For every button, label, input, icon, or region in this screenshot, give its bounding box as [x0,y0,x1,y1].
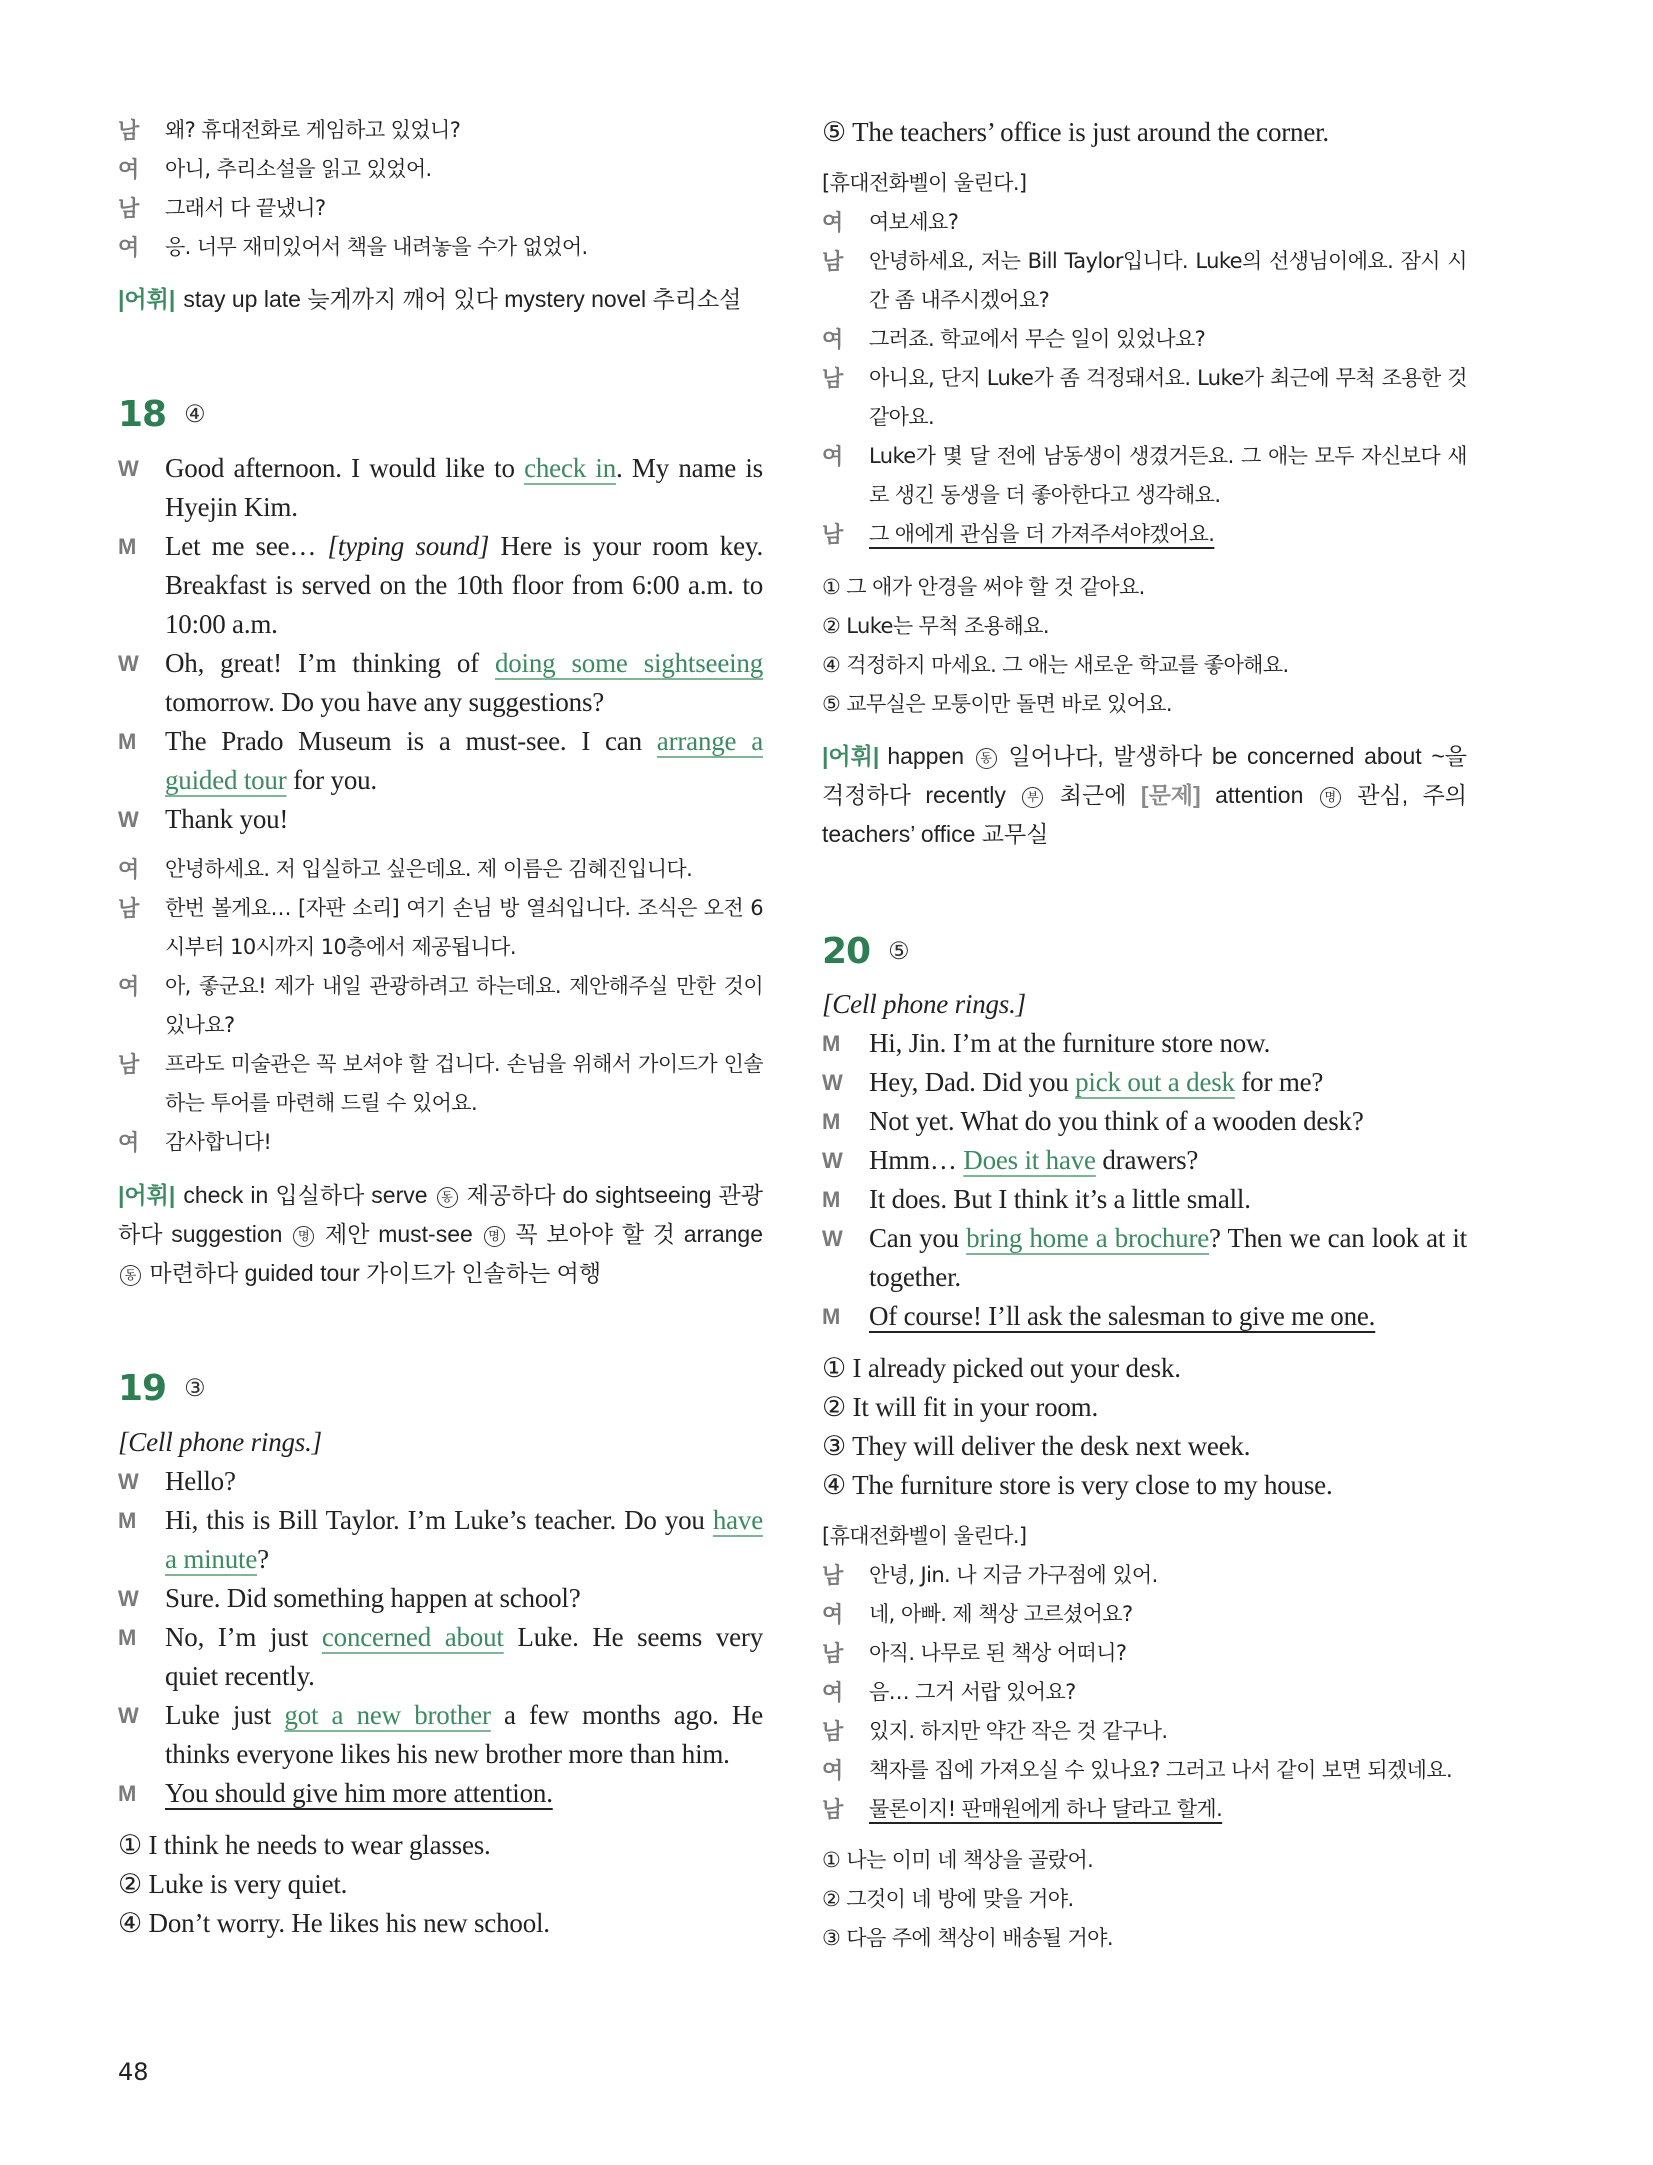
text-run: 그러죠. 학교에서 무슨 일이 있었나요? [869,327,1206,351]
text-run: 네, 아빠. 제 책상 고르셨어요? [869,1602,1133,1626]
text-run: Oh, great! I’m thinking of [165,648,495,678]
dialogue-line [118,722,763,800]
dialogue-line [118,850,763,889]
text-run: happen [887,743,974,769]
speaker-label: 남 [822,522,844,547]
dialogue-text [869,1751,1467,1790]
option-item: ② 그것이 네 방에 맞을 거야. [822,1887,1074,1911]
dialogue-line [822,515,1467,554]
text-run: 왜? 휴대전화로 게임하고 있었니? [165,118,461,142]
dialogue-line [822,320,1467,359]
stage-direction: [Cell phone rings.] [822,989,1026,1019]
speaker-label: 여 [822,1602,844,1627]
speaker-label: 남 [822,1641,844,1666]
dialogue-line [822,1595,1467,1634]
question-tag: [문제] [1140,782,1201,808]
text-run: Here is your room key. Breakfast is served on the 10th floor from 6:00 a.m. to 10:00 a.m. [165,531,763,639]
key-phrase: check in [524,453,616,483]
answer-number: ⑤ [888,937,910,965]
speaker-label: W [822,1148,843,1173]
dialogue-line [118,889,763,967]
speaker-label: M [118,1781,137,1806]
dialogue-text [869,320,1467,359]
text-run: for me? [1234,1067,1324,1097]
text-run: Thank you! [165,804,289,834]
part-of-speech-badge: 동 [976,748,997,769]
text-run: 안녕하세요, 저는 Bill Taylor입니다. Luke의 선생님이에요. 잠시 시간 좀 내주시겠어요? [869,249,1467,312]
speaker-label: M [822,1031,841,1056]
korean-translation [822,1556,1467,1829]
question-heading [118,389,763,439]
left-column [118,111,763,1943]
speaker-label: W [118,456,139,481]
dialogue-text [165,1774,763,1813]
speaker-label: 남 [822,366,844,391]
part-of-speech-badge: 명 [1320,787,1341,808]
stage-direction: [휴대전화벨이 울린다.] [822,1524,1027,1548]
speaker-label: M [822,1304,841,1329]
text-run: . My name is Hyejin Kim. [165,453,763,522]
answer-number: ④ [184,400,206,428]
speaker-label: W [822,1070,843,1095]
text-run: 안녕하세요. 저 입실하고 싶은데요. 제 이름은 김혜진입니다. [165,857,693,881]
dialogue-line [118,228,763,267]
dialogue-line [822,1024,1467,1063]
key-phrase: concerned about [321,1622,504,1652]
text-run: a few months ago. He thinks everyone likes his new brother more than him. [165,1700,763,1769]
speaker-label: W [118,1703,139,1728]
part-of-speech-badge: 명 [293,1226,314,1247]
speaker-label: 여 [822,327,844,352]
answer-options [822,113,1467,152]
text-run: Not yet. What do you think of a wooden desk? [869,1106,1364,1136]
part-of-speech-badge: 명 [484,1226,505,1247]
text-run: Good afternoon. I would like to [165,453,525,483]
speaker-label: W [118,1469,139,1494]
option-item: ③ 다음 주에 책상이 배송될 거야. [822,1926,1113,1950]
dialogue-text [165,1501,763,1579]
korean-translation [118,850,763,1162]
stage-direction: [휴대전화벨이 울린다.] [822,171,1027,195]
dialogue-text [165,189,763,228]
option-item: ④ The furniture store is very close to my house. [822,1470,1333,1500]
answer-number: ③ [184,1374,206,1402]
text-run: 마련하다 guided tour 가이드가 인솔하는 여행 [143,1260,602,1286]
text-run: 응. 너무 재미있어서 책을 내려놓을 수가 없었어. [165,235,588,259]
speaker-label: 여 [118,857,140,882]
text-run: 일어나다, 발생하다 be concerned about ~을 걱정하다 recently [822,743,1467,808]
korean-translation [822,203,1467,554]
speaker-label: 남 [118,118,140,143]
vocabulary-note [118,1176,763,1293]
dialogue-text [869,242,1467,320]
speaker-label: W [118,807,139,832]
dialogue-line [118,449,763,527]
stage-direction: [Cell phone rings.] [118,1427,322,1457]
dialogue-text [165,1123,763,1162]
sound-effect: [typing sound] [327,531,490,561]
option-item: ① I think he needs to wear glasses. [118,1830,491,1860]
text-run: 여보세요? [869,210,959,234]
part-of-speech-badge: 부 [1022,787,1043,808]
dialogue-line [118,527,763,644]
speaker-label: 남 [822,1563,844,1588]
dialogue-line [822,242,1467,320]
option-item: ⑤ 교무실은 모퉁이만 돌면 바로 있어요. [822,692,1172,716]
speaker-label: 남 [118,1052,140,1077]
dialogue-text [869,1556,1467,1595]
right-column [822,113,1467,1958]
text-run: stay up late 늦게까지 깨어 있다 mystery novel 추리소설 [183,286,742,312]
speaker-label: 남 [822,1797,844,1822]
text-run: 그래서 다 끝냈니? [165,196,326,220]
dialogue-text [869,1141,1467,1180]
answer-sentence: 그 애에게 관심을 더 가져주셔야겠어요. [869,522,1215,546]
dialogue-text [165,800,763,839]
dialogue-line [118,111,763,150]
speaker-label: M [118,534,137,559]
dialogue-text [165,1696,763,1774]
page-number: 48 [118,2058,149,2086]
english-dialogue [118,449,763,839]
option-item: ④ Don’t worry. He likes his new school. [118,1908,550,1938]
key-phrase: pick out a desk [1075,1067,1235,1097]
dialogue-text [869,1024,1467,1063]
dialogue-text [869,1297,1467,1336]
text-run: No, I’m just [165,1622,322,1652]
option-item: ② Luke is very quiet. [118,1869,348,1899]
dialogue-line [822,1102,1467,1141]
text-run: ? Then we can look at it together. [869,1223,1467,1292]
speaker-label: 여 [118,235,140,260]
text-run: 아니요, 단지 Luke가 좀 걱정돼서요. Luke가 최근에 무척 조용한 것 같아요. [869,366,1467,429]
answer-options [118,1826,763,1943]
key-phrase: Does it have [963,1145,1096,1175]
dialogue-text [869,1634,1467,1673]
text-run: 꼭 보아야 할 것 arrange [506,1221,763,1247]
dialogue-line [118,1579,763,1618]
dialogue-text [869,437,1467,515]
dialogue-text [165,449,763,527]
speaker-label: M [822,1187,841,1212]
dialogue-line [822,1180,1467,1219]
dialogue-line [118,1774,763,1813]
dialogue-line [118,967,763,1045]
dialogue-text [869,515,1467,554]
dialogue-line [118,150,763,189]
option-item: ① I already picked out your desk. [822,1353,1181,1383]
dialogue-line [118,1462,763,1501]
text-run: It does. But I think it’s a little small. [869,1184,1251,1214]
speaker-label: W [822,1226,843,1251]
dialogue-line [822,1634,1467,1673]
dialogue-line [118,189,763,228]
text-run: The Prado Museum is a must-see. I can [165,726,657,756]
text-run: 최근에 [1045,782,1141,808]
dialogue-text [869,1595,1467,1634]
dialogue-line [822,1556,1467,1595]
dialogue-text [165,527,763,644]
speaker-label: M [118,1625,137,1650]
speaker-label: 남 [118,196,140,221]
text-run: attention [1200,782,1318,808]
answer-options [822,1349,1467,1505]
text-run: Hi, Jin. I’m at the furniture store now. [869,1028,1271,1058]
speaker-label: 여 [822,210,844,235]
vocabulary-label: |어휘| [118,1182,176,1208]
dialogue-text [165,722,763,800]
question-number: 19 [118,1367,167,1409]
dialogue-line [822,1063,1467,1102]
dialogue-text [165,967,763,1045]
speaker-label: 남 [118,896,140,921]
answer-sentence: 물론이지! 판매원에게 하나 달라고 할게. [869,1797,1223,1821]
text-run: tomorrow. Do you have any suggestions? [165,687,605,717]
dialogue-line [822,1751,1467,1790]
speaker-label: 여 [118,1130,140,1155]
vocabulary-label: |어휘| [822,743,880,769]
answer-sentence: You should give him more attention. [165,1778,553,1808]
dialogue-text [165,1045,763,1123]
text-run: 제안 must-see [316,1221,482,1247]
text-run: 프라도 미술관은 꼭 보셔야 할 겁니다. 손님을 위해서 가이드가 인솔하는 투어를 마련해 드릴 수 있어요. [165,1052,763,1115]
dialogue-line [118,1618,763,1696]
dialogue-line [118,644,763,722]
dialogue-line [822,437,1467,515]
dialogue-line [822,359,1467,437]
dialogue-line [822,203,1467,242]
dialogue-line [822,1297,1467,1336]
text-run: 한번 볼게요… [자판 소리] 여기 손님 방 열쇠입니다. 조식은 오전 6시부터 10시까지 10층에서 제공됩니다. [165,896,763,959]
dialogue-line [822,1790,1467,1829]
text-run: Let me see… [165,531,328,561]
answer-options [822,568,1467,724]
answer-options [822,1841,1467,1958]
option-item: ① 그 애가 안경을 써야 할 것 같아요. [822,575,1145,599]
text-run: 있지. 하지만 약간 작은 것 같구나. [869,1719,1168,1743]
text-run: ? [257,1544,269,1574]
korean-translation [118,111,763,267]
text-run: for you. [286,765,377,795]
speaker-label: M [118,729,137,754]
text-run: 관심, 주의 teachers’ office 교무실 [822,782,1468,847]
text-run: 아니, 추리소설을 읽고 있었어. [165,157,432,181]
dialogue-text [869,1673,1467,1712]
text-run: 안녕, Jin. 나 지금 가구점에 있어. [869,1563,1158,1587]
part-of-speech-badge: 동 [437,1187,458,1208]
text-run: Sure. Did something happen at school? [165,1583,581,1613]
option-item: ② It will fit in your room. [822,1392,1099,1422]
vocabulary-label: |어휘| [118,286,176,312]
question-number: 20 [822,930,871,972]
speaker-label: 여 [822,444,844,469]
dialogue-line [118,1501,763,1579]
dialogue-text [165,228,763,267]
text-run: Luke가 몇 달 전에 남동생이 생겼거든요. 그 애는 모두 자신보다 새로 생긴 동생을 더 좋아한다고 생각해요. [869,444,1467,507]
dialogue-text [869,359,1467,437]
dialogue-text [869,1712,1467,1751]
dialogue-line [822,1712,1467,1751]
speaker-label: 남 [822,249,844,274]
dialogue-text [165,1462,763,1501]
text-run: 아, 좋군요! 제가 내일 관광하려고 하는데요. 제안해주실 만한 것이 있나요? [165,974,763,1037]
key-phrase: arrange a guided tour [165,726,764,795]
question-number: 18 [118,393,167,435]
dialogue-line [822,1673,1467,1712]
english-dialogue [118,1462,763,1813]
text-run: 제공하다 do sightseeing 관광하다 suggestion [118,1182,763,1247]
dialogue-text [165,889,763,967]
text-run: Hello? [165,1466,236,1496]
english-dialogue [822,1024,1467,1336]
option-item: ④ 걱정하지 마세요. 그 애는 새로운 학교를 좋아해요. [822,653,1289,677]
text-run: 책자를 집에 가져오실 수 있나요? 그러고 나서 같이 보면 되겠네요. [869,1758,1453,1782]
option-item: ① 나는 이미 네 책상을 골랐어. [822,1848,1094,1872]
text-run: Can you [869,1223,967,1253]
speaker-label: 여 [118,974,140,999]
text-run: Luke. He seems very quiet recently. [165,1622,763,1691]
key-phrase: have a minute [165,1505,763,1574]
key-phrase: doing some sightseeing [494,648,763,678]
dialogue-text [165,644,763,722]
dialogue-text [869,203,1467,242]
dialogue-line [118,800,763,839]
text-run: Hmm… [869,1145,964,1175]
speaker-label: 여 [822,1758,844,1783]
vocabulary-note [822,737,1467,854]
dialogue-text [165,1618,763,1696]
text-run: Luke just [165,1700,285,1730]
dialogue-text [869,1063,1467,1102]
part-of-speech-badge: 동 [120,1265,141,1286]
text-run: 음… 그거 서랍 있어요? [869,1680,1076,1704]
question-heading [822,926,1467,976]
option-item: ② Luke는 무척 조용해요. [822,614,1049,638]
option-item: ③ They will deliver the desk next week. [822,1431,1251,1461]
key-phrase: bring home a brochure [966,1223,1210,1253]
dialogue-text [165,850,763,889]
speaker-label: W [118,1586,139,1611]
answer-sentence: Of course! I’ll ask the salesman to give me one. [869,1301,1376,1331]
text-run: 감사합니다! [165,1130,272,1154]
speaker-label: M [822,1109,841,1134]
dialogue-text [165,1579,763,1618]
speaker-label: 여 [822,1680,844,1705]
dialogue-line [118,1045,763,1123]
dialogue-text [869,1790,1467,1829]
dialogue-line [822,1141,1467,1180]
dialogue-line [118,1123,763,1162]
dialogue-text [165,150,763,189]
dialogue-text [165,111,763,150]
dialogue-text [869,1180,1467,1219]
option-item: ⑤ The teachers’ office is just around the corner. [822,117,1329,147]
speaker-label: 남 [822,1719,844,1744]
speaker-label: W [118,651,139,676]
text-run: 아직. 나무로 된 책상 어떠니? [869,1641,1127,1665]
text-run: Hi, this is Bill Taylor. I’m Luke’s teacher. Do you [165,1505,713,1535]
text-run: drawers? [1095,1145,1199,1175]
dialogue-line [118,1696,763,1774]
dialogue-line [822,1219,1467,1297]
speaker-label: M [118,1508,137,1533]
vocabulary-note [118,280,763,319]
text-run: Hey, Dad. Did you [869,1067,1076,1097]
key-phrase: got a new brother [284,1700,491,1730]
text-run: check in 입실하다 serve [183,1182,435,1208]
speaker-label: 여 [118,157,140,182]
question-heading [118,1363,763,1413]
dialogue-text [869,1102,1467,1141]
dialogue-text [869,1219,1467,1297]
